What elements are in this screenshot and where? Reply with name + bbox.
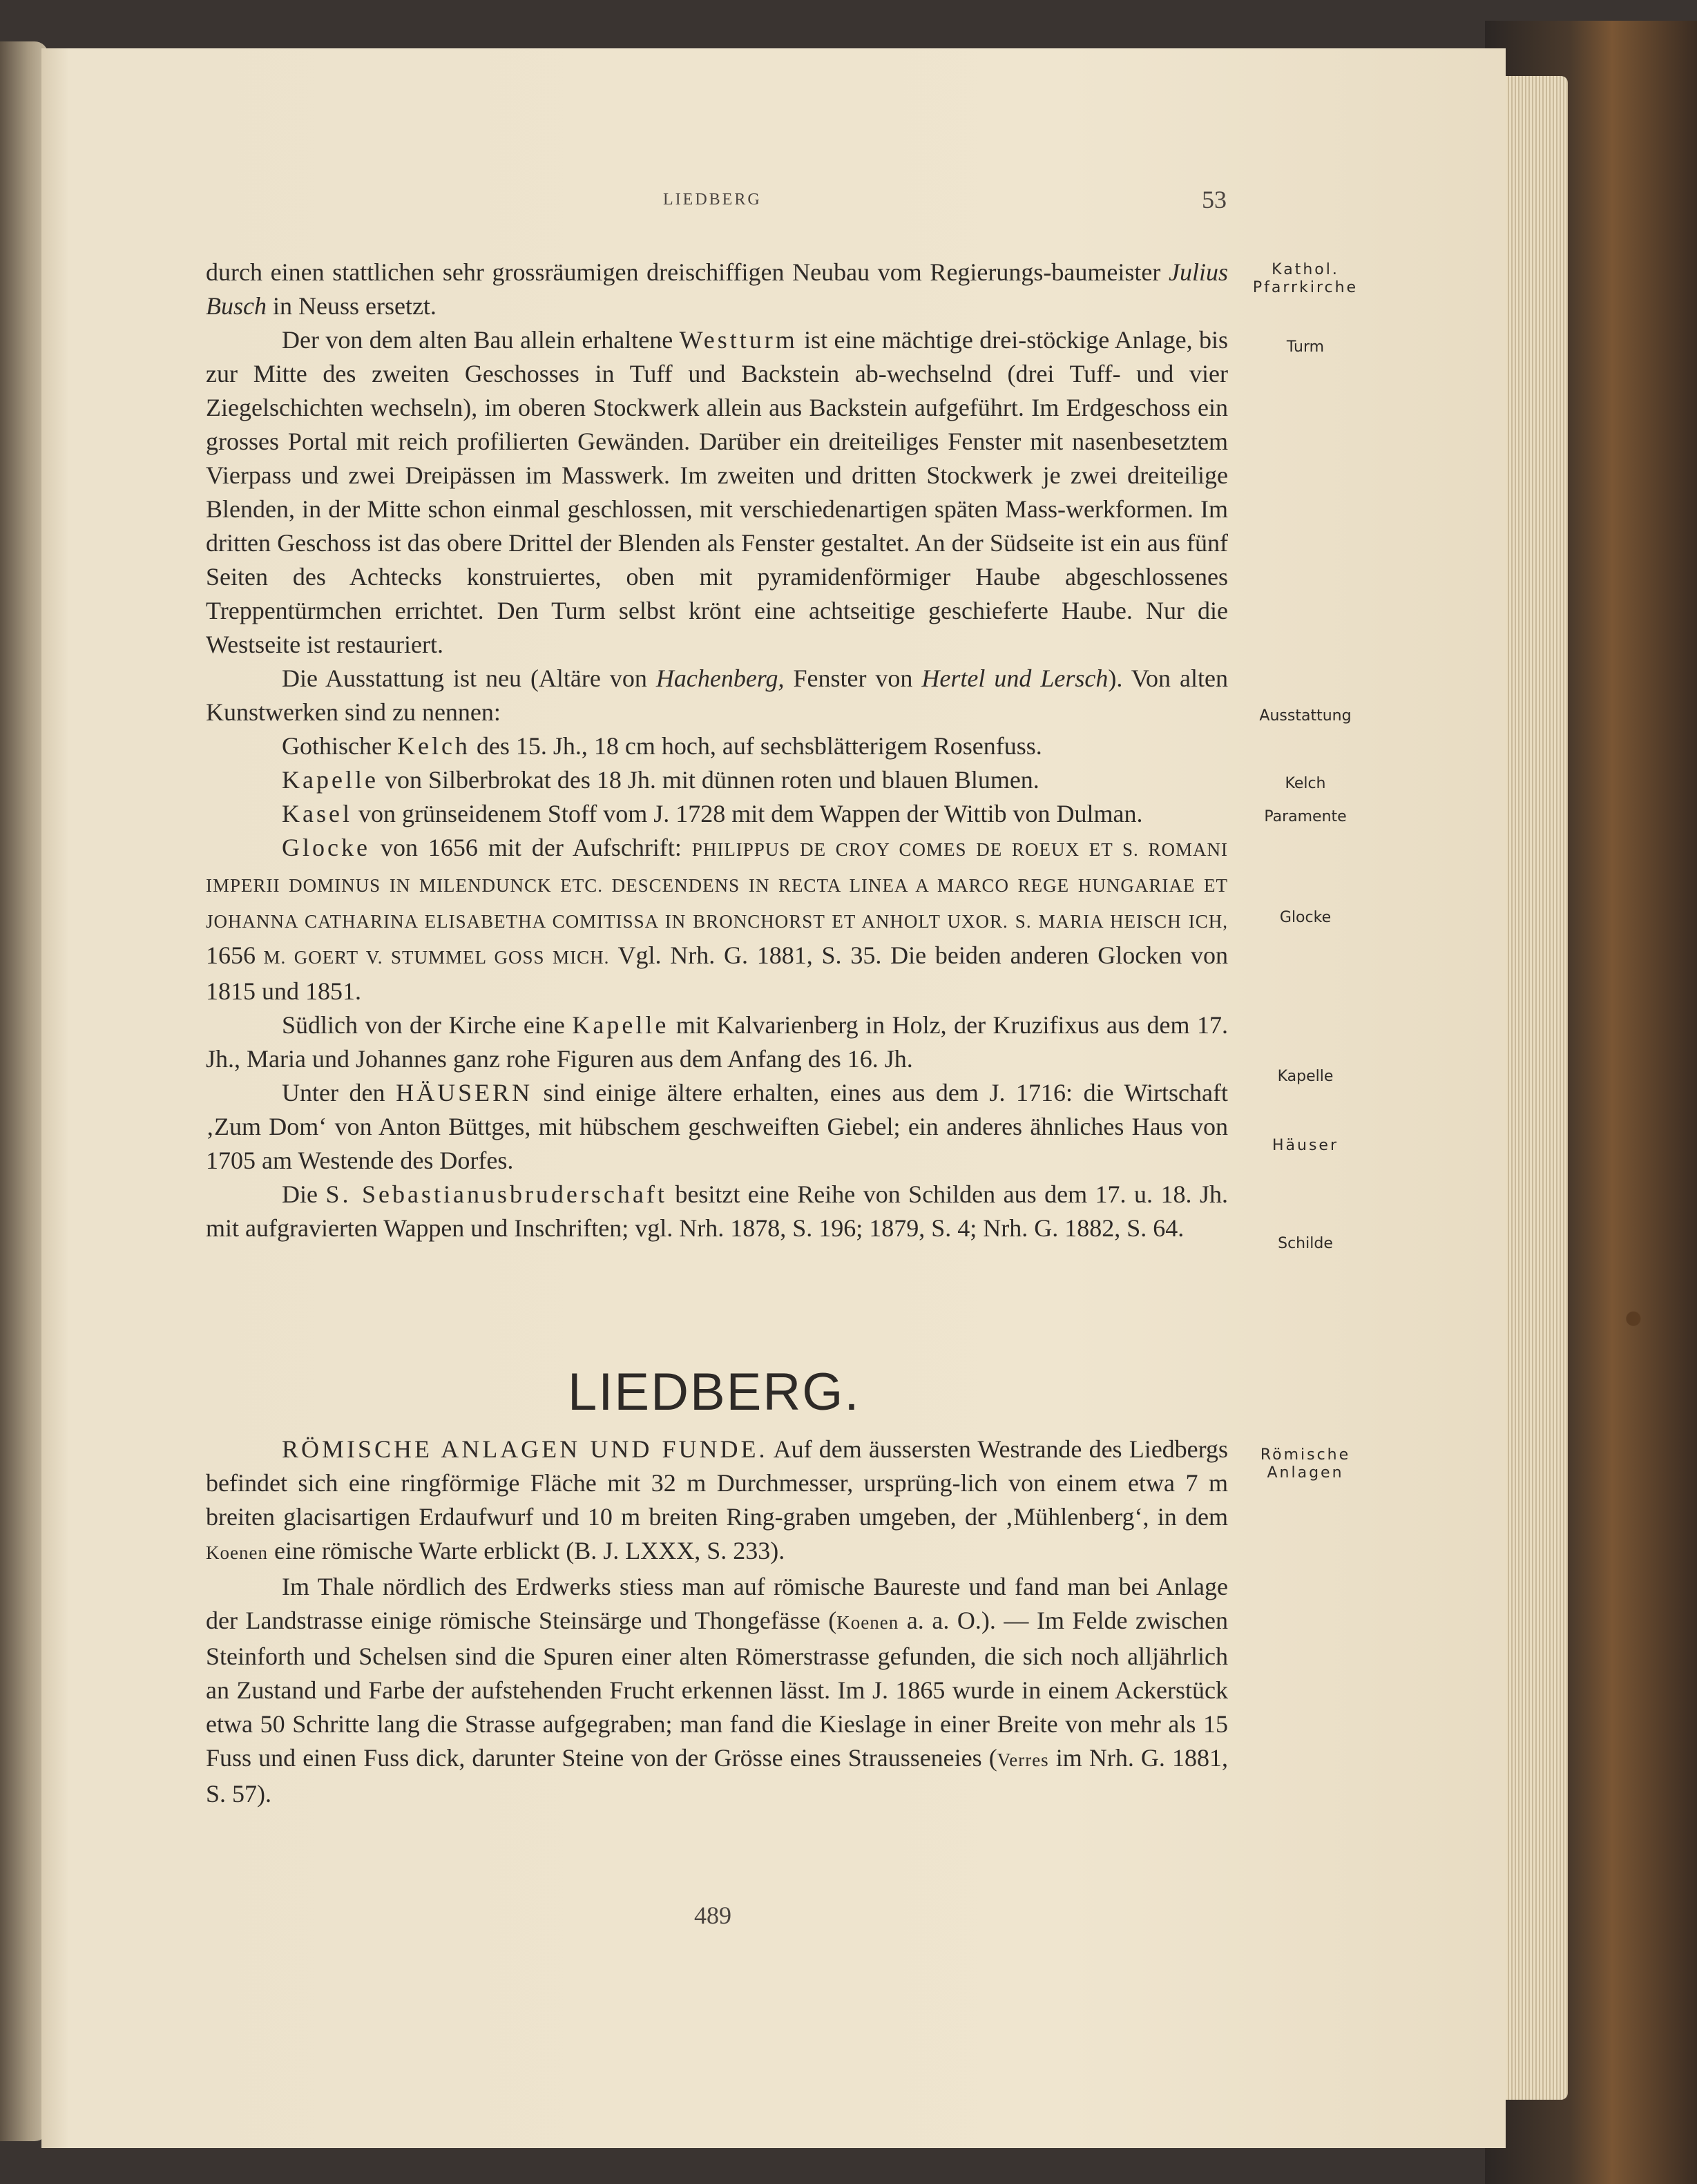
spaced-term: S. Sebastianusbruderschaft (325, 1180, 667, 1208)
text-run: Die Ausstattung ist neu (Altäre von (282, 664, 656, 692)
paragraph-kelch (206, 729, 1228, 763)
paragraph-haeuser (206, 1076, 1228, 1178)
paragraph-schilde (206, 1178, 1228, 1245)
inscription-year: 1656 (206, 941, 256, 969)
signature-mark: 489 (694, 1902, 731, 1929)
margin-note-kapelle: Kapelle (1277, 1068, 1334, 1085)
paragraph-roemische-anlagen (206, 1433, 1228, 1570)
text-run: Die (282, 1180, 326, 1208)
paragraph-ausstattung (206, 662, 1228, 729)
text-run: Der von dem alten Bau allein erhaltene (282, 326, 680, 354)
margin-note-schilde: Schilde (1278, 1235, 1333, 1252)
margin-note-haeuser: Häuser (1272, 1137, 1339, 1154)
text-run: Auf dem äussersten Westrande des Liedbergs befindet sich eine ringförmige Fläche mit 32 m Durchmesser, ursprüng-lich von einem etwa 7 m breiten glacisartigen Erdaufwurf und 10 m breiten Ring-graben umgeben, der ‚Mühlenberg‘, in dem (206, 1435, 1229, 1531)
paragraph-roemerstrasse (206, 1570, 1228, 1811)
text-run: eine römische Warte erblickt (B. J. LXXX, S. 233). (267, 1537, 785, 1564)
text-run: von grünseidenem Stoff vom J. 1728 mit dem Wappen der Wittib von Dulman. (352, 800, 1143, 827)
margin-note-kathol: Kathol. (1272, 261, 1339, 278)
paragraph-kasel (206, 797, 1228, 831)
artist-name: Hachenberg, (655, 664, 785, 692)
spaced-term: RÖMISCHE ANLAGEN UND FUNDE. (282, 1435, 768, 1463)
section-title: LIEDBERG. (568, 1363, 861, 1421)
paragraph-kapelle (206, 1008, 1228, 1076)
page-number: 53 (1202, 186, 1227, 213)
author-name: Verres (997, 1750, 1049, 1770)
text-run: in Neuss ersetzt. (266, 292, 437, 320)
spaced-term: Kelch (396, 732, 470, 760)
paragraph (206, 256, 1228, 323)
text-run: im Nrh. G. 1881, S. 57). (206, 1744, 1228, 1808)
running-title: LIEDBERG (663, 191, 762, 209)
architect-name: Julius Busch (206, 258, 1228, 320)
text-run: des 15. Jh., 18 cm hoch, auf sechsblätterigem Rosenfuss. (470, 732, 1042, 760)
main-text-roman (206, 1433, 1228, 1811)
margin-note-ausstattung: Ausstattung (1259, 707, 1352, 725)
text-run: a. a. O.). — Im Felde zwischen Steinforth und Schelsen sind die Spuren einer alten Römerstrasse gefunden, die sich noch alljährlich an Zustand und Farbe der aufstehenden Frucht erkennen lässt. Im J. 1865 wurde in einem Ackerstück etwa 50 Schritte lang die Strasse aufgegraben; man fand die Kieslage in einer Breite von mehr als 15 Fuss und einen Fuss dick, darunter Steine von der Grösse eines Strausseneies ( (206, 1607, 1229, 1772)
artist-name: Hertel und Lersch (921, 664, 1109, 692)
text-run: von 1656 mit der Aufschrift: (370, 834, 692, 861)
text-run: von Silberbrokat des 18 Jh. mit dünnen roten und blauen Blumen. (378, 766, 1039, 794)
paragraph-glocke (206, 831, 1228, 1008)
text-run: Unter den (282, 1079, 396, 1107)
text-run: Fenster von (784, 664, 922, 692)
spaced-term: Kapelle (572, 1011, 669, 1039)
text-run: durch einen stattlichen sehr grossräumigen dreischiffigen Neubau vom Regierungs-baumeister (206, 258, 1169, 286)
spaced-term: Westturm (679, 326, 798, 354)
margin-note-kelch: Kelch (1285, 775, 1326, 792)
margin-note-turm: Turm (1286, 338, 1325, 356)
inscription: PHILIPPUS DE CROY COMES DE ROEUX ET S. ROMANI IMPERII DOMINUS IN MILENDUNCK ETC. DESCENDENS IN RECTA LINEA A MARCO REGE HUNGARIAE ET JOHANNA CATHARINA ELISABETHA COMITISSA IN BRONCHORST ET ANHOLT UXOR. S. MARIA HEISCH ICH, (206, 839, 1228, 932)
paragraph-kapelle-paramente (206, 763, 1228, 797)
text-run: ). Von alten Kunstwerken sind zu nennen: (206, 664, 1229, 726)
author-name: Koenen (836, 1612, 899, 1633)
text-run: Im Thale nördlich des Erdwerks stiess man auf römische Baureste und fand man bei Anlage der Landstrasse einige römische Steinsärge und Thongefässe ( (206, 1573, 1228, 1634)
spaced-term: Kasel (282, 800, 352, 827)
text-run: ist eine mächtige drei-stöckige Anlage, bis zur Mitte des zweiten Geschosses in Tuff und Backstein ab-wechselnd (drei Tuff- und vier Ziegelschichten wechseln), im oberen Stockwerk allein aus Backstein aufgeführt. Im Erdgeschoss ein grosses Portal mit reich profilierten Gewänden. Darüber ein dreiteiliges Fenster mit nasenbesetztem Vierpass und zwei Dreipässen im Masswerk. Im zweiten und dritten Stockwerk je zwei dreiteilige Blenden, in der Mitte schon einmal geschlossen, mit verschiedenartigen späten Mass-werkformen. Im dritten Geschoss ist das obere Drittel der Blenden als Fenster gestaltet. An der Südseite ist ein aus fünf Seiten des Achtecks konstruiertes, oben mit pyramidenförmiger Haube abgeschlossenes Treppentürmchen errichtet. Den Turm selbst krönt eine achtseitige geschieferte Haube. Nur die Westseite ist restauriert. (206, 326, 1229, 658)
text-run: sind einige ältere erhalten, eines aus dem J. 1716: die Wirtschaft ‚Zum Dom‘ von Anton Büttges, mit hübschem geschweiften Giebel; ein anderes ähnliches Haus von 1705 am Westende des Dorfes. (206, 1079, 1228, 1174)
text-run: Vgl. Nrh. G. 1881, S. 35. Die beiden anderen Glocken von 1815 und 1851. (206, 941, 1228, 1005)
margin-note-pfarrkirche: Pfarrkirche (1252, 279, 1359, 296)
text-run: Gothischer (282, 732, 397, 760)
spaced-term: HÄUSERN (396, 1079, 533, 1107)
paragraph-westturm (206, 323, 1228, 662)
inscription: M. GOERT V. STUMMEL GOSS MICH. (256, 947, 610, 968)
margin-note-anlagen: Anlagen (1267, 1464, 1344, 1482)
margin-note-glocke: Glocke (1279, 909, 1332, 926)
text-run: besitzt eine Reihe von Schilden aus dem 17. u. 18. Jh. mit aufgravierten Wappen und Inschriften; vgl. Nrh. 1878, S. 196; 1879, S. 4; Nrh. G. 1882, S. 64. (206, 1180, 1229, 1242)
main-text (206, 256, 1228, 1245)
spaced-term: Kapelle (282, 766, 378, 794)
author-name: Koenen (206, 1542, 268, 1563)
text-run: mit Kalvarienberg in Holz, der Kruzifixus aus dem 17. Jh., Maria und Johannes ganz rohe Figuren aus dem Anfang des 16. Jh. (206, 1011, 1229, 1073)
text-run: Südlich von der Kirche eine (282, 1011, 573, 1039)
margin-note-roemische: Römische (1260, 1446, 1351, 1464)
spaced-term: Glocke (282, 834, 370, 861)
margin-note-paramente: Paramente (1264, 808, 1347, 825)
